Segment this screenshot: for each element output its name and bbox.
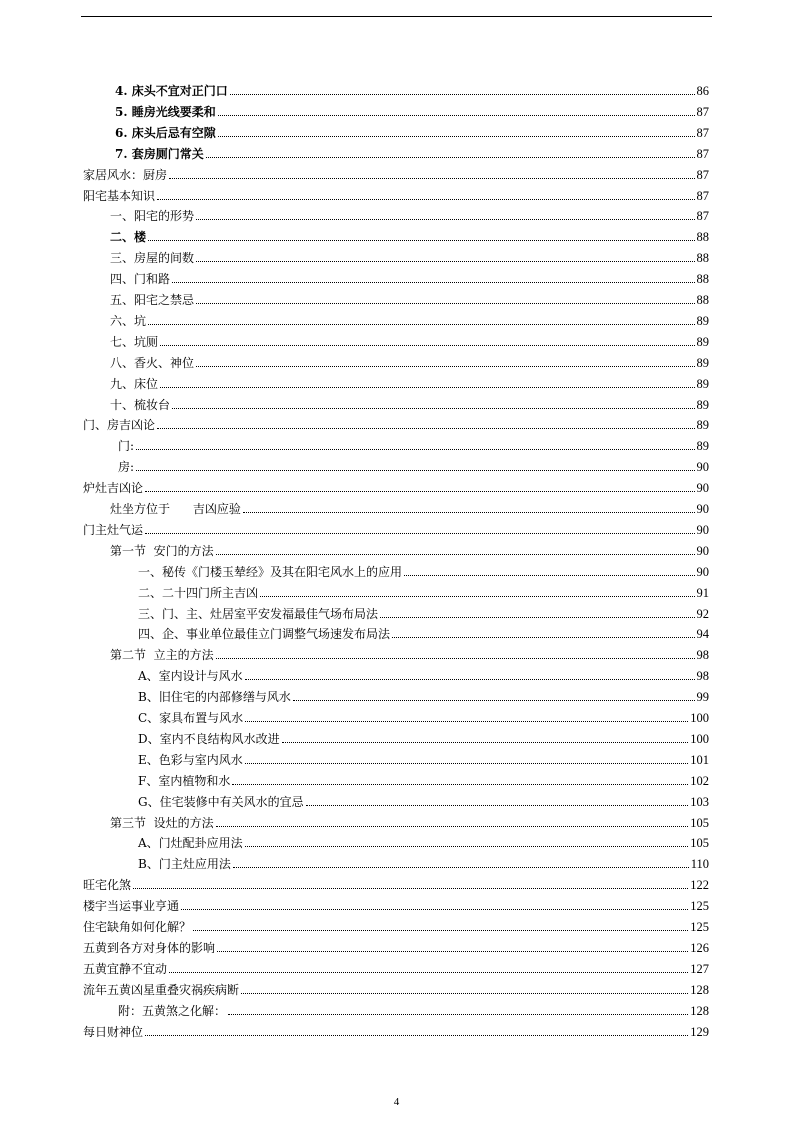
toc-entry-title: C、家具布置与风水 xyxy=(138,711,244,725)
toc-entry[interactable] xyxy=(83,1019,709,1039)
toc-entry-page: 87 xyxy=(696,125,709,140)
toc-leader-dots xyxy=(160,387,694,388)
toc-leader-dots xyxy=(216,826,689,827)
toc-leader-dots xyxy=(196,219,694,220)
toc-leader-dots xyxy=(218,136,695,137)
toc-entry-page: 102 xyxy=(690,773,709,788)
toc-entry[interactable] xyxy=(83,956,709,976)
toc-leader-dots xyxy=(245,763,688,764)
toc-entry-title: 房: xyxy=(118,460,135,475)
toc-entry[interactable] xyxy=(83,162,709,182)
toc-entry[interactable] xyxy=(110,642,709,662)
toc-entry[interactable] xyxy=(83,977,709,997)
toc-entry[interactable] xyxy=(83,517,709,537)
toc-leader-dots xyxy=(196,261,694,262)
toc-entry-title: 每日财神位 xyxy=(83,1024,144,1039)
toc-entry-page: 90 xyxy=(696,522,709,537)
toc-entry-page: 90 xyxy=(696,543,709,558)
toc-entry-page: 90 xyxy=(696,460,709,475)
toc-entry-title: 三、房屋的间数 xyxy=(110,251,195,266)
toc-entry-title: A、门灶配卦应用法 xyxy=(138,836,243,851)
toc-entry-title: B、旧住宅的内部修缮与风水 xyxy=(138,690,291,705)
toc-leader-dots xyxy=(306,805,689,806)
toc-leader-dots xyxy=(172,282,694,283)
toc-entry[interactable] xyxy=(138,559,709,579)
toc-entry-page: 91 xyxy=(696,585,709,600)
toc-entry-page: 103 xyxy=(690,794,709,809)
toc-entry-page: 125 xyxy=(690,899,709,914)
toc-leader-dots xyxy=(216,554,695,555)
toc-entry[interactable] xyxy=(138,747,709,767)
toc-leader-dots xyxy=(217,951,688,952)
toc-entry-page: 88 xyxy=(696,230,709,245)
toc-entry-page: 90 xyxy=(696,481,709,496)
toc-entry-page: 125 xyxy=(690,920,709,934)
toc-entry-page: 127 xyxy=(690,961,709,976)
toc-entry[interactable] xyxy=(110,245,709,265)
toc-entry[interactable] xyxy=(110,538,709,558)
toc-leader-dots xyxy=(260,596,694,597)
toc-entry[interactable] xyxy=(110,287,709,307)
toc-leader-dots xyxy=(216,658,695,659)
toc-entry-title: 楼宇当运事业亨通 xyxy=(83,899,180,914)
toc-entry-page: 128 xyxy=(690,1003,709,1018)
toc-entry-page: 100 xyxy=(690,711,709,725)
toc-entry[interactable] xyxy=(138,830,709,850)
toc-entry-title: 五黄宜静不宜动 xyxy=(83,961,168,976)
toc-entry-page: 98 xyxy=(696,648,709,663)
toc-entry-page: 98 xyxy=(696,669,709,684)
toc-entry-page: 122 xyxy=(690,878,709,893)
toc-entry-page: 94 xyxy=(696,627,709,642)
toc-entry-title: B、门主灶应用法 xyxy=(138,857,231,872)
toc-leader-dots xyxy=(133,888,688,889)
toc-leader-dots xyxy=(243,512,695,513)
toc-entry-title: 第一节 安门的方法 xyxy=(110,543,214,558)
toc-entry-page: 99 xyxy=(696,690,709,705)
toc-entry-title: 二、楼 xyxy=(110,230,147,245)
toc-leader-dots xyxy=(196,303,694,304)
toc-entry-title: 4. 床头不宜对正门口 xyxy=(115,84,228,98)
toc-entry[interactable] xyxy=(110,810,709,830)
toc-leader-dots xyxy=(232,784,688,785)
toc-entry[interactable] xyxy=(138,705,709,725)
toc-entry-title: 九、床位 xyxy=(110,376,159,391)
toc-entry-page: 128 xyxy=(690,982,709,997)
toc-leader-dots xyxy=(136,449,694,450)
toc-leader-dots xyxy=(169,972,688,973)
toc-entry[interactable] xyxy=(110,266,709,286)
toc-entry[interactable] xyxy=(138,726,709,746)
header-rule xyxy=(81,16,712,17)
toc-entry-title: 流年五黄凶星重叠灾祸疾病断 xyxy=(83,982,240,997)
toc-entry-page: 89 xyxy=(696,313,709,328)
toc-entry-title: F、室内植物和水 xyxy=(138,773,231,788)
toc-entry-title: 五、阳宅之禁忌 xyxy=(110,293,195,307)
toc-entry[interactable] xyxy=(110,371,709,391)
toc-entry-page: 90 xyxy=(696,564,709,579)
toc-entry-page: 88 xyxy=(696,293,709,307)
toc-entry[interactable] xyxy=(83,893,709,913)
toc-entry-page: 89 xyxy=(696,418,709,433)
toc-entry-page: 90 xyxy=(696,502,709,516)
toc-entry-page: 87 xyxy=(696,209,709,224)
toc-entry-title: 门: xyxy=(118,439,135,454)
toc-leader-dots xyxy=(172,408,694,409)
toc-entry-title: 附：五黄煞之化解： xyxy=(118,1003,227,1018)
toc-entry[interactable] xyxy=(118,998,709,1018)
toc-entry[interactable] xyxy=(118,433,709,453)
toc-entry-title: 二、二十四门所主吉凶 xyxy=(138,585,259,600)
toc-leader-dots xyxy=(241,993,688,994)
toc-leader-dots xyxy=(206,157,695,158)
toc-entry[interactable] xyxy=(110,224,709,244)
toc-leader-dots xyxy=(245,679,695,680)
toc-entry-title: 三、门、主、灶居室平安发福最佳气场布局法 xyxy=(138,606,379,621)
toc-entry[interactable] xyxy=(83,935,709,955)
toc-entry-page: 89 xyxy=(696,439,709,454)
toc-entry[interactable] xyxy=(138,621,709,641)
toc-leader-dots xyxy=(145,533,694,534)
toc-leader-dots xyxy=(245,846,689,847)
toc-leader-dots xyxy=(160,345,694,346)
toc-entry[interactable] xyxy=(115,141,709,161)
toc-leader-dots xyxy=(148,240,694,241)
toc-leader-dots xyxy=(218,115,695,116)
toc-entry-title: 一、阳宅的形势 xyxy=(110,209,195,224)
toc-entry-page: 86 xyxy=(696,84,709,98)
toc-entry-page: 87 xyxy=(696,167,709,182)
toc-entry-title: 阳宅基本知识 xyxy=(83,188,156,203)
toc-entry-page: 105 xyxy=(690,815,709,830)
toc-leader-dots xyxy=(136,470,694,471)
toc-entry[interactable] xyxy=(110,329,709,349)
toc-entry-title: 门、房吉凶论 xyxy=(83,418,156,433)
toc-entry-page: 89 xyxy=(696,355,709,370)
toc-entry[interactable] xyxy=(138,789,709,809)
toc-entry[interactable] xyxy=(115,99,709,119)
toc-leader-dots xyxy=(230,94,695,95)
toc-entry[interactable] xyxy=(83,914,709,934)
toc-entry[interactable] xyxy=(115,78,709,98)
toc-leader-dots xyxy=(233,867,689,868)
toc-entry-page: 129 xyxy=(690,1024,709,1039)
toc-entry[interactable] xyxy=(138,580,709,600)
toc-entry-title: 灶坐方位于 吉凶应验 xyxy=(110,502,241,516)
toc-leader-dots xyxy=(157,199,694,200)
toc-entry[interactable] xyxy=(83,412,709,432)
toc-entry[interactable] xyxy=(138,601,709,621)
toc-leader-dots xyxy=(380,617,694,618)
toc-entry-title: 五黄到各方对身体的影响 xyxy=(83,940,216,955)
toc-entry[interactable] xyxy=(110,496,709,516)
toc-entry[interactable] xyxy=(138,684,709,704)
toc-entry-title: E、色彩与室内风水 xyxy=(138,752,243,767)
toc-entry[interactable] xyxy=(138,768,709,788)
toc-leader-dots xyxy=(157,428,694,429)
toc-entry[interactable] xyxy=(110,350,709,370)
toc-leader-dots xyxy=(145,1035,688,1036)
toc-entry[interactable] xyxy=(138,663,709,683)
toc-entry[interactable] xyxy=(83,183,709,203)
toc-entry-title: 住宅缺角如何化解？ xyxy=(83,920,192,934)
toc-leader-dots xyxy=(196,366,694,367)
toc-leader-dots xyxy=(181,909,688,910)
toc-entry[interactable] xyxy=(83,475,709,495)
toc-entry-title: 六、坑 xyxy=(110,313,147,328)
toc-entry-title: 一、秘传《门楼玉辇经》及其在阳宅风水上的应用 xyxy=(138,564,403,579)
toc-entry[interactable] xyxy=(83,872,709,892)
toc-entry-title: 5. 睡房光线要柔和 xyxy=(115,104,216,119)
toc-entry-title: D、室内不良结构风水改进 xyxy=(138,731,280,746)
toc-entry[interactable] xyxy=(110,203,709,223)
toc-leader-dots xyxy=(245,721,688,722)
toc-entry-page: 101 xyxy=(690,752,709,767)
toc-leader-dots xyxy=(404,575,694,576)
toc-entry-page: 87 xyxy=(696,188,709,203)
toc-entry-title: 十、梳妆台 xyxy=(110,397,171,412)
toc-entry-title: 八、香火、神位 xyxy=(110,355,195,370)
toc-entry-title: 四、门和路 xyxy=(110,272,171,287)
toc-entry-title: G、住宅装修中有关风水的宜忌 xyxy=(138,794,304,809)
toc-leader-dots xyxy=(145,491,694,492)
toc-entry-title: 第二节 立主的方法 xyxy=(110,648,214,663)
toc-entry[interactable] xyxy=(115,120,709,140)
page-number: 4 xyxy=(393,1096,400,1108)
toc-entry-page: 126 xyxy=(690,940,709,955)
toc-entry-title: 旺宅化煞 xyxy=(83,878,132,893)
toc-entry-title: 家居风水：厨房 xyxy=(83,167,168,182)
toc-entry-page: 87 xyxy=(696,104,709,119)
toc-leader-dots xyxy=(148,324,694,325)
toc-leader-dots xyxy=(169,178,694,179)
toc-entry-title: 第三节 设灶的方法 xyxy=(110,815,214,830)
toc-entry-page: 100 xyxy=(690,731,709,746)
toc-entry-page: 110 xyxy=(690,857,709,872)
toc-entry-title: A、室内设计与风水 xyxy=(138,669,243,684)
toc-entry-title: 7. 套房厕门常关 xyxy=(115,146,204,161)
toc-entry-page: 88 xyxy=(696,272,709,287)
toc-entry[interactable] xyxy=(138,851,709,871)
toc-entry-page: 105 xyxy=(690,836,709,851)
toc-leader-dots xyxy=(293,700,695,701)
toc-entry[interactable] xyxy=(110,392,709,412)
toc-entry-page: 88 xyxy=(696,251,709,266)
toc-entry[interactable] xyxy=(110,308,709,328)
toc-entry-title: 6. 床头后忌有空隙 xyxy=(115,125,216,140)
toc-entry-page: 87 xyxy=(696,146,709,161)
toc-entry-title: 门主灶气运 xyxy=(83,522,144,537)
toc-leader-dots xyxy=(392,637,694,638)
toc-entry-title: 七、坑厕 xyxy=(110,334,159,349)
toc-entry[interactable] xyxy=(118,454,709,474)
toc-entry-page: 92 xyxy=(696,606,709,621)
toc-entry-title: 四、企、事业单位最佳立门调整气场速发布局法 xyxy=(138,627,391,642)
toc-entry-page: 89 xyxy=(696,397,709,412)
toc-leader-dots xyxy=(193,930,688,931)
toc-entry-page: 89 xyxy=(696,334,709,349)
toc-leader-dots xyxy=(282,742,689,743)
toc-leader-dots xyxy=(228,1014,688,1015)
toc-entry-page: 89 xyxy=(696,376,709,391)
toc-entry-title: 炉灶吉凶论 xyxy=(83,481,144,496)
